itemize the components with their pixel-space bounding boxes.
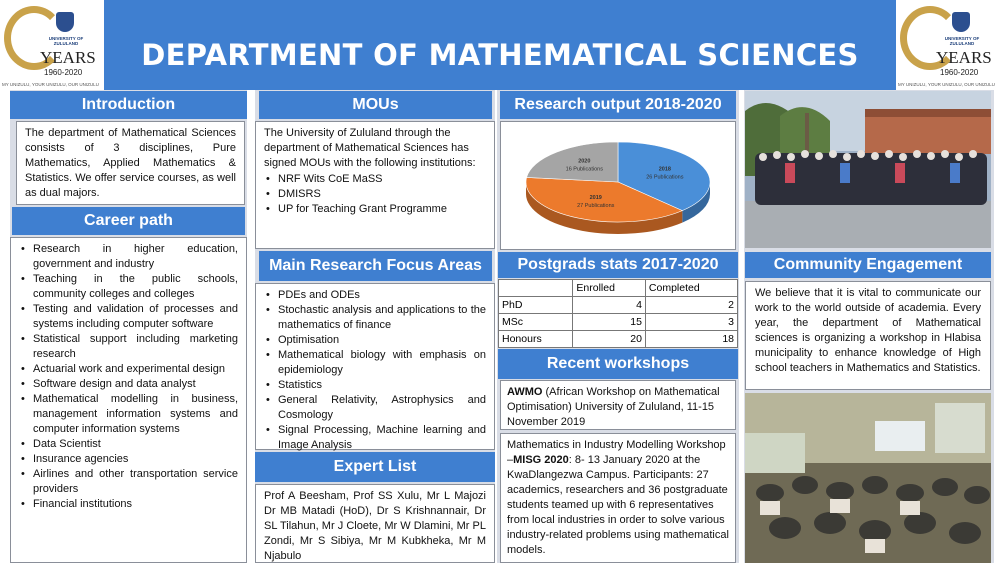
career-list-item: • Data Scientist [19,437,238,452]
workshops-heading: Recent workshops [498,349,738,379]
career-list-item: • Financial institutions [19,497,238,512]
focus-list-item: • Stochastic analysis and applications to the mathematics of finance [264,303,486,333]
mous-heading: MOUs [259,91,492,119]
table-row [499,297,738,314]
focus-box [255,283,495,450]
table-cell-enrolled: 15 [573,314,646,331]
mou-list-item: • DMISRS [264,187,486,202]
career-list-item: • Testing and validation of processes and systems including computer software [19,302,238,332]
research-output-heading: Research output 2018-2020 [500,91,736,119]
table-cell-completed: 3 [645,314,737,331]
pie-sublabel-2019: 27 Publications [577,202,615,209]
misg-box [500,433,736,563]
university-logo-right: UNIVERSITY OF ZULULAND YEARS 1960-2020 MY UNIZULU, YOUR UNIZULU, OUR UNIZULU [896,0,1000,90]
table-cell-completed: 18 [645,331,737,348]
table-cell-label: PhD [499,297,573,314]
pie-slice-2020 [527,142,618,182]
pie-sublabel-2018: 26 Publications [646,174,684,181]
focus-list [264,288,486,453]
table-cell-enrolled: 20 [573,331,646,348]
focus-list-item: • Mathematical biology with emphasis on epidemiology [264,348,486,378]
crest-icon [56,12,74,32]
career-list-item: • Software design and data analyst [19,377,238,392]
pie-sublabel-2020: 16 Publications [565,166,603,173]
table-header-row: Enrolled Completed [499,280,738,297]
page-title: DEPARTMENT OF MATHEMATICAL SCIENCES [141,38,859,72]
career-list [19,242,238,512]
pie-label-2018: 2018 [658,166,671,173]
research-output-chart [500,121,736,250]
mou-list-item: • UP for Teaching Grant Programme [264,202,486,217]
group-photo [745,91,991,248]
career-list-item: • Statistical support including marketing research [19,332,238,362]
pie-chart [501,122,735,249]
career-list-item: • Research in higher education, government and industry [19,242,238,272]
introduction-heading: Introduction [10,91,247,119]
misg-text: : 8- 13 January 2020 at the KwaDlangezwa Campus. Participants: 27 academics, researchers and 36 postgraduate students teamed up with 6 representatives from local industries in order to solve various industry-related problems using mathematical models. [507,454,729,556]
mous-list [264,172,486,217]
workshop-photo [745,393,991,563]
pie-label-2020: 2020 [578,158,591,165]
focus-list-item: • Optimisation [264,333,486,348]
table-cell-label: MSc [499,314,573,331]
awmo-text: (African Workshop on Mathematical Optimisation) University of Zululand, 11-15 November 2019 [507,386,720,428]
career-list-box [10,237,247,563]
mous-box [255,121,495,249]
misg-pre: Mathematics in Industry Modelling Workshop – [507,439,726,466]
career-list-item: • Teaching in the public schools, community colleges and colleges [19,272,238,302]
misg-label: MISG 2020 [513,454,569,466]
postgrads-table [498,279,738,348]
community-heading: Community Engagement [745,252,991,278]
career-heading: Career path [12,207,245,235]
mous-intro: The University of Zululand through the department of Mathematical Sciences has signed MOUs with the following institutions: [264,127,476,169]
career-list-item: • Insurance agencies [19,452,238,467]
table-cell-label: Honours [499,331,573,348]
introduction-text: The department of Mathematical Sciences consists of 3 disciplines, Pure Mathematics, Applied Mathematics & Statistics. We offer service courses, as well as dual majors. [16,121,245,205]
postgrads-heading: Postgrads stats 2017-2020 [498,252,738,278]
university-logo-left: UNIVERSITY OF ZULULAND YEARS 1960-2020 MY UNIZULU, YOUR UNIZULU, OUR UNIZULU [0,0,104,90]
focus-list-item: • PDEs and ODEs [264,288,486,303]
mou-list-item: • NRF Wits CoE MaSS [264,172,486,187]
table-cell-enrolled: 4 [573,297,646,314]
focus-heading: Main Research Focus Areas [259,251,492,281]
awmo-box [500,380,736,430]
table-cell-completed: 2 [645,297,737,314]
career-list-item: • Mathematical modelling in business, management information systems and computer information systems [19,392,238,437]
pie-label-2019: 2019 [589,194,602,201]
community-text: We believe that it is vital to communicate our work to the world outside of academia. Every year, the department of Mathematical sciences is organizing a workshop in Hlabisa municipality to enhance knowledge of High school teachers in Mathematics and Statistics. [745,281,991,390]
experts-heading: Expert List [255,452,495,482]
career-list-item: • Actuarial work and experimental design [19,362,238,377]
focus-list-item: • General Relativity, Astrophysics and Cosmology [264,393,486,423]
focus-list-item: • Signal Processing, Machine learning and Image Analysis [264,423,486,453]
career-list-item: • Airlines and other transportation service providers [19,467,238,497]
focus-list-item: • Statistics [264,378,486,393]
table-row [499,314,738,331]
experts-text: Prof A Beesham, Prof SS Xulu, Mr L Majozi Dr MB Matadi (HoD), Dr S Krishnannair, Dr SL Tilahun, Mr J Cloete, Mr W Dlamini, Mr PL Zondi, Mr S Sibiya, Mr M Kubkheka, Mr M Njabulo [255,484,495,563]
crest-icon [952,12,970,32]
table-row [499,331,738,348]
awmo-label: AWMO [507,386,543,398]
